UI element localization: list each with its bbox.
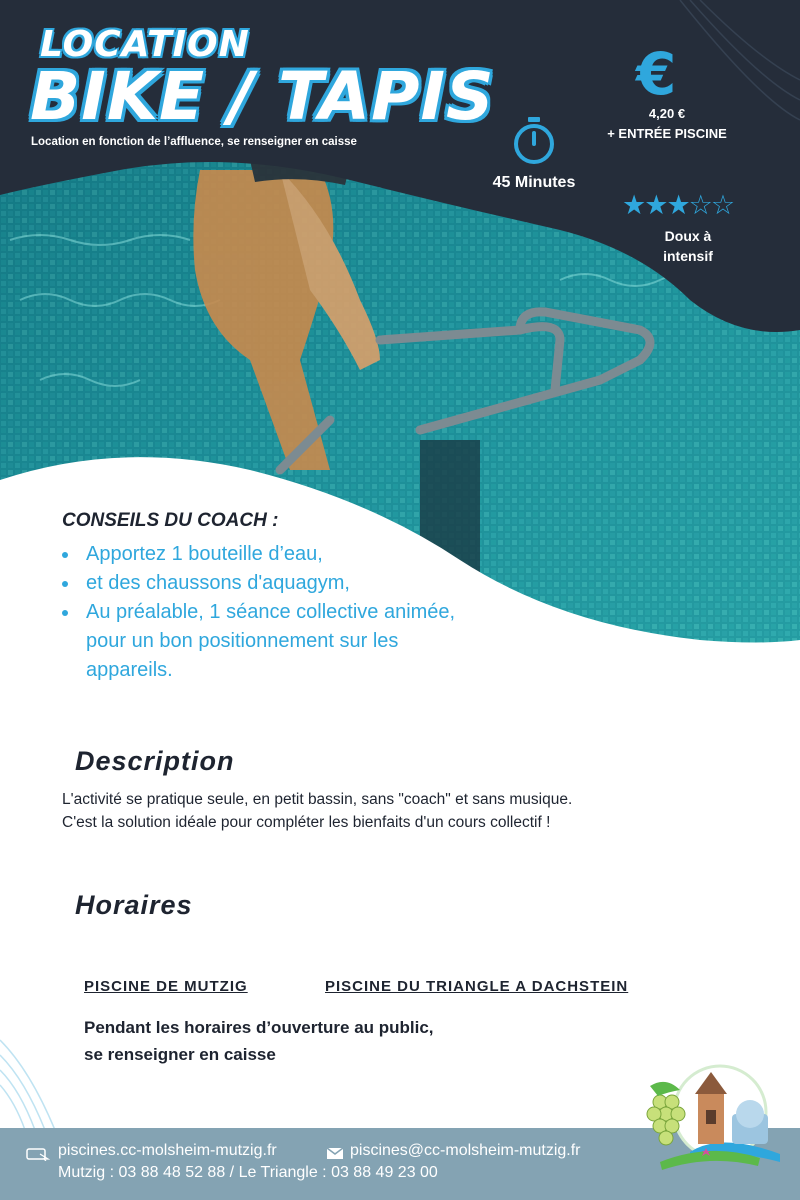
description-text — [62, 788, 742, 834]
hours-note-line1: Pendant les horaires d’ouverture au public, — [84, 1018, 434, 1037]
phone-numbers: Mutzig : 03 88 48 52 88 / Le Triangle : 03 88 49 23 00 — [58, 1164, 438, 1181]
location-mutzig: PISCINE DE MUTZIG — [84, 978, 248, 995]
title-bike-tapis: BIKE / TAPIS — [30, 58, 495, 135]
price-info — [600, 104, 734, 144]
title-location: LOCATION — [40, 24, 250, 65]
intensity-label-line2: intensif — [663, 248, 713, 264]
description-line2: C'est la solution idéale pour compléter les bienfaits d'un cours collectif ! — [62, 814, 551, 831]
bullet-icon — [62, 581, 68, 587]
mail-icon — [326, 1147, 344, 1160]
star-icon-empty: ☆ — [710, 190, 734, 220]
star-icon-filled: ★ — [622, 190, 645, 220]
decorative-waves — [0, 1030, 70, 1130]
coach-tip — [60, 569, 480, 598]
email-link[interactable]: piscines@cc-molsheim-mutzig.fr — [350, 1142, 581, 1159]
price-amount: 4,20 € — [648, 106, 686, 121]
website-link[interactable]: piscines.cc-molsheim-mutzig.fr — [58, 1142, 277, 1159]
horaires-title: Horaires — [75, 890, 193, 920]
community-logo — [640, 1062, 786, 1172]
hours-note-line2: se renseigner en caisse — [84, 1045, 276, 1064]
price-extra: + ENTRÉE PISCINE — [607, 126, 727, 141]
star-icon-filled: ★ — [644, 190, 667, 220]
location-triangle: PISCINE DU TRIANGLE A DACHSTEIN — [325, 978, 629, 995]
intensity-rating — [622, 190, 733, 221]
description-line1: L'activité se pratique seule, en petit bassin, sans "coach" et sans musique. — [62, 791, 573, 808]
intensity-label-line1: Doux à — [664, 228, 712, 244]
header-subtitle: Location en fonction de l’affluence, se renseigner en caisse — [31, 136, 357, 148]
coach-tip-text: et des chaussons d'aquagym, — [86, 572, 350, 594]
stopwatch-icon — [510, 116, 558, 166]
bullet-icon — [62, 610, 68, 616]
coach-tip — [60, 540, 480, 569]
bullet-icon — [62, 552, 68, 558]
web-link-icon — [26, 1147, 50, 1161]
description-title: Description — [75, 746, 235, 776]
coach-tip-text: Au préalable, 1 séance collective animée, pour un bon positionnement sur les appareils. — [86, 601, 456, 681]
star-icon-empty: ☆ — [688, 190, 711, 220]
hours-note — [84, 1014, 434, 1068]
duration-label: 45 Minutes — [492, 174, 576, 191]
coach-tips-list — [60, 540, 480, 685]
coach-tip — [60, 598, 480, 685]
coach-tip-text: Apportez 1 bouteille d’eau, — [86, 543, 323, 565]
intensity-label — [640, 226, 736, 266]
euro-icon: € — [636, 40, 677, 108]
coach-title: CONSEILS DU COACH : — [62, 510, 279, 531]
star-icon-filled: ★ — [666, 190, 689, 220]
